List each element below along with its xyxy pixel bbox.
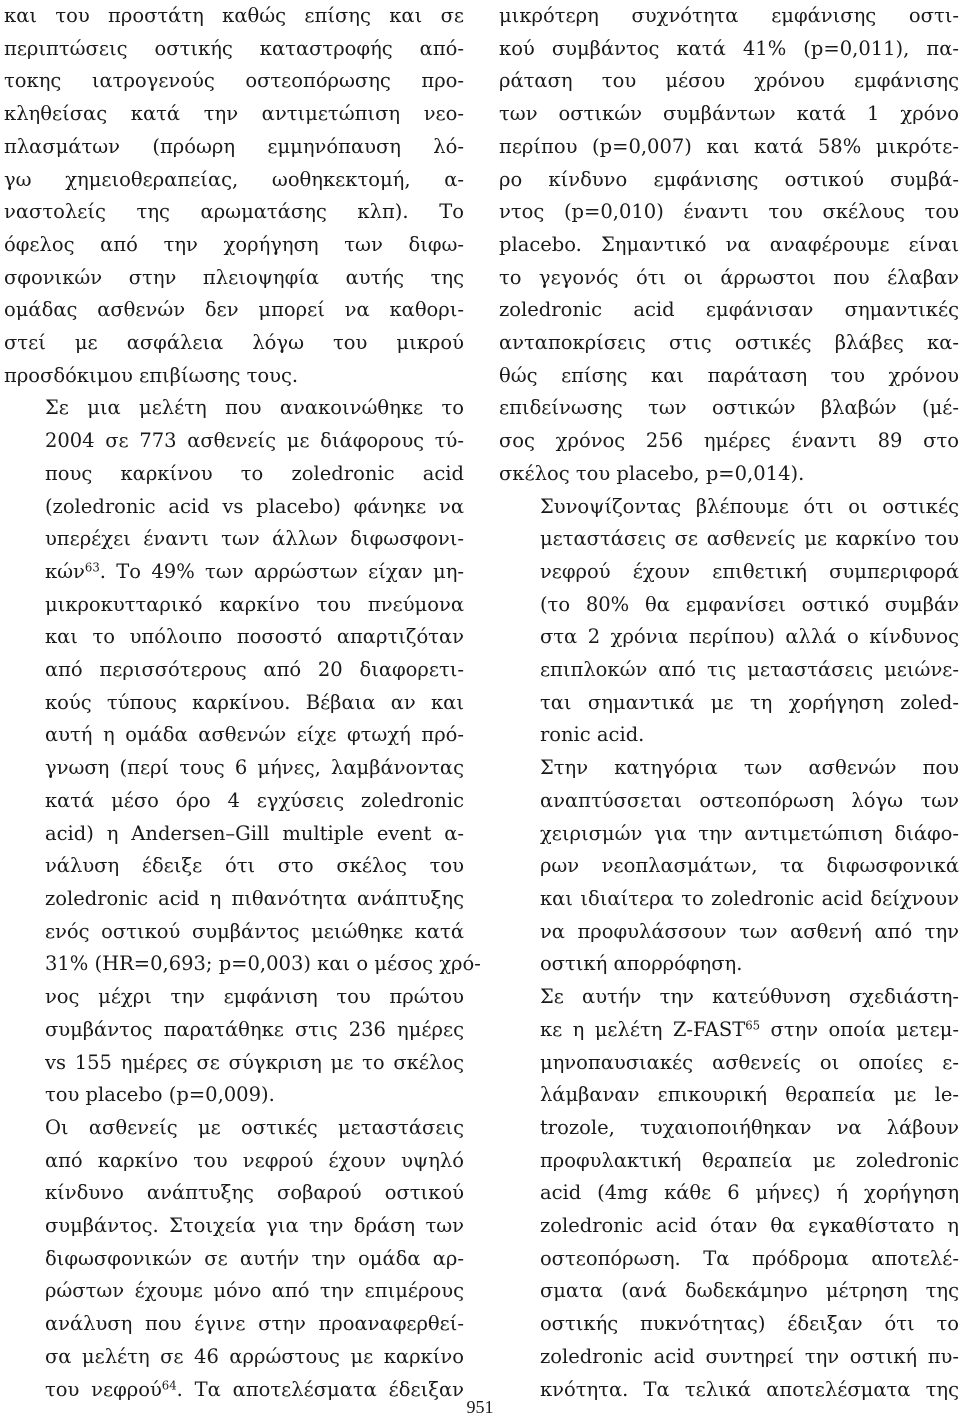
paragraph-renal-results [499, 0, 959, 491]
left-text-column [4, 0, 481, 1406]
text-line: zoledronic acid συντηρεί την οστική πυ- [539, 1344, 959, 1368]
text-line: zoledronic acid όταν θα εγκαθίστατο η [539, 1214, 959, 1238]
text-line: ράταση του μέσου χρόνου εμφάνισης [499, 69, 959, 93]
text-line: γνωση (περί τους 6 μήνες, λαμβάνοντας [44, 756, 464, 780]
text-line: κνότητα. Τα τελικά αποτελέσματα της [539, 1377, 959, 1401]
text-line: Σε αυτήν την κατεύθυνση σχεδιάστη- [539, 985, 959, 1009]
text-line: όφελος από την χορήγηση των διφω- [4, 232, 464, 256]
text-line: και το υπόλοιπο ποσοστό απαρτιζόταν [44, 625, 464, 649]
text-line: ronic acid. [539, 723, 645, 747]
text-line: vs 155 ημέρες σε σύγκριση με το σκέλος [44, 1050, 464, 1074]
text-line: ντος (p=0,010) έναντι του σκέλους του [499, 200, 959, 224]
text-line: σος χρόνος 256 ημέρες έναντι 89 στο [499, 429, 959, 453]
text-line: το γεγονός ότι οι άρρωστοι που έλαβαν [499, 265, 959, 289]
text-line: και ιδιαίτερα το zoledronic acid δείχνουν [539, 886, 959, 910]
paragraph-iatrogenic-osteoporosis [499, 752, 959, 981]
paragraph-osteoporosis-continued [4, 0, 464, 392]
text-fragment: κών [44, 559, 85, 583]
text-line: οστική απορρόφηση. [539, 952, 743, 976]
text-line: ανταποκρίσεις στις οστικές βλάβες κα- [499, 331, 959, 355]
text-line: κούς τύπους καρκίνου. Βέβαια αν και [44, 690, 464, 714]
text-line: (zoledronic acid vs placebo) φάνηκε να [44, 494, 464, 518]
text-line: 31% (HR=0,693; p=0,003) και ο μέσος χρό- [44, 952, 481, 976]
text-line: οστικής πυκνότητας) έδειξαν ότι το [539, 1312, 959, 1336]
text-line: επιπλοκών από τις μεταστάσεις μειώνε- [539, 658, 959, 682]
right-text-column [499, 0, 959, 1406]
text-line: κίνδυνο ανάπτυξης σοβαρού οστικού [44, 1181, 464, 1205]
text-line: αυτή η ομάδα ασθενών είχε φτωχή πρό- [44, 723, 464, 747]
text-line: zoledronic acid η πιθανότητα ανάπτυξης [44, 886, 464, 910]
text-line: στεί με ασφάλεια λόγω του μικρού [4, 331, 464, 355]
text-fragment: . Τα αποτελέσματα έδειξαν [176, 1377, 464, 1401]
text-line: κατά μέσο όρο 4 εγχύσεις zoledronic [44, 788, 464, 812]
text-line: ενός οστικού συμβάντος μειώθηκε κατά [44, 919, 464, 943]
text-line: να προφυλάσσουν των ασθενή από την [539, 919, 959, 943]
text-line: ομάδας ασθενών δεν μπορεί να καθορι- [4, 298, 464, 322]
text-line: νος μέχρι την εμφάνιση του πρώτου [44, 985, 464, 1009]
text-line: γω χημειοθεραπείας, ωοθηκεκτομή, α- [4, 167, 464, 191]
text-line: μηνοπαυσιακές ασθενείς οι οποίες ε- [539, 1050, 959, 1074]
text-line: συμβάντος παρατάθηκε στις 236 ημέρες [44, 1017, 464, 1041]
text-line: ρο κίνδυνο εμφάνισης οστικού συμβά- [499, 167, 959, 191]
text-line: λάμβαναν επικουρική θεραπεία με le- [539, 1083, 959, 1107]
text-line: μεταστάσεις σε ασθενείς με καρκίνο του [539, 527, 959, 551]
text-fragment: στην οποία μετεμ- [760, 1017, 959, 1041]
text-line: των οστικών συμβάντων κατά 1 χρόνο [499, 102, 959, 126]
reference-superscript-65: 65 [745, 1018, 761, 1033]
text-line: zoledronic acid εμφάνισαν σημαντικές [499, 298, 959, 322]
text-line: περιπτώσεις οστικής καταστροφής από- [4, 36, 464, 60]
reference-superscript-63: 63 [84, 560, 100, 575]
text-line: μικρότερη συχνότητα εμφάνισης οστι- [499, 4, 959, 27]
text-line: σφονικών στην πλειοψηφία αυτής της [4, 265, 464, 289]
text-line: από καρκίνο του νεφρού έχουν υψηλό [44, 1148, 464, 1172]
reference-superscript-64: 64 [161, 1378, 177, 1393]
text-line: 2004 σε 773 ασθενείς με διάφορους τύ- [44, 429, 464, 453]
text-line: συμβάντος. Στοιχεία για την δράση των [44, 1214, 464, 1238]
text-line: Σε μια μελέτη που ανακοινώθηκε το [44, 396, 464, 420]
text-line: (το 80% θα εμφανίσει οστικό συμβάν [539, 592, 959, 616]
text-fragment: του νεφρού [44, 1377, 162, 1401]
text-line: χειρισμών για την αντιμετώπιση διάφο- [539, 821, 959, 845]
text-line: οστεοπόρωση. Τα πρόδρομα αποτελέ- [539, 1246, 959, 1270]
paragraph-summary [499, 491, 959, 753]
text-line: ναστολείς της αρωματάσης κλπ). Το [4, 200, 464, 224]
text-line: τοκης ιατρογενούς οστεοπόρωσης προ- [4, 69, 464, 93]
paragraph-z-fast-study [499, 981, 959, 1406]
text-line: από περισσότερους από 20 διαφορετι- [44, 658, 464, 682]
text-line: διφωσφονικών σε αυτήν την ομάδα αρ- [44, 1246, 464, 1270]
text-line: νάλυση έδειξε ότι στο σκέλος του [44, 854, 464, 878]
text-line: του placebo (p=0,009). [44, 1083, 275, 1107]
text-line: πους καρκίνου το zoledronic acid [44, 461, 464, 485]
text-line: σματα (ανά δωδεκάμηνο μέτρηση της [539, 1279, 959, 1303]
text-line: σα μελέτη σε 46 αρρώστους με καρκίνο [44, 1344, 464, 1368]
text-line: Οι ασθενείς με οστικές μεταστάσεις [44, 1115, 464, 1139]
text-line: κού συμβάντος κατά 41% (p=0,011), πα- [499, 36, 959, 60]
text-line: στα 2 χρόνια περίπου) αλλά ο κίνδυνος [539, 625, 959, 649]
paragraph-2004-study [4, 392, 481, 1111]
text-line: ανάλυση που έγινε στην προαναφερθεί- [44, 1312, 464, 1336]
text-line: placebo. Σημαντικό να αναφέρουμε είναι [499, 232, 959, 256]
text-line: επιδείνωσης των οστικών βλαβών (μέ- [499, 396, 959, 420]
text-line: Συνοψίζοντας βλέπουμε ότι οι οστικές [539, 494, 959, 518]
text-line: θώς επίσης και παράταση του χρόνου [499, 363, 959, 387]
text-line: acid (4mg κάθε 6 μήνες) ή χορήγηση [539, 1181, 959, 1205]
text-fragment: κε η μελέτη Z-FAST [539, 1017, 746, 1041]
paragraph-renal-cancer [4, 1112, 464, 1406]
text-line: acid) η Andersen–Gill multiple event α- [44, 821, 464, 845]
text-line: αναπτύσσεται οστεοπόρωση λόγω των [539, 788, 959, 812]
text-line: και του προστάτη καθώς επίσης και σε [4, 4, 464, 27]
text-line: ρων νεοπλασμάτων, τα διφωσφονικά [539, 854, 959, 878]
text-line: ρώστων έχουμε μόνο από την επιμέρους [44, 1279, 464, 1303]
text-line: περίπου (p=0,007) και κατά 58% μικρότε- [499, 134, 959, 158]
text-line: προσδόκιμου επιβίωσης τους. [4, 363, 299, 387]
text-line: Στην κατηγόρια των ασθενών που [539, 756, 959, 780]
text-line: προφυλακτική θεραπεία με zoledronic [539, 1148, 959, 1172]
text-line: σκέλος του placebo, p=0,014). [499, 461, 805, 485]
page-number: 951 [466, 1397, 494, 1417]
text-line: trozole, τυχαιοποιήθηκαν να λάβουν [539, 1115, 959, 1139]
text-line: νεφρού έχουν επιθετική συμπεριφορά [539, 559, 959, 583]
text-fragment: . Το 49% των αρρώστων είχαν μη- [99, 559, 464, 583]
text-line: κληθείσας κατά την αντιμετώπιση νεο- [4, 102, 464, 126]
text-line: ται σημαντικά με τη χορήγηση zoled- [539, 690, 959, 714]
text-line: υπερέχει έναντι των άλλων διφωσφονι- [44, 527, 464, 551]
text-line: μικροκυτταρικό καρκίνο του πνεύμονα [44, 592, 464, 616]
text-line: πλασμάτων (πρόωρη εμμηνόπαυση λό- [4, 134, 464, 158]
